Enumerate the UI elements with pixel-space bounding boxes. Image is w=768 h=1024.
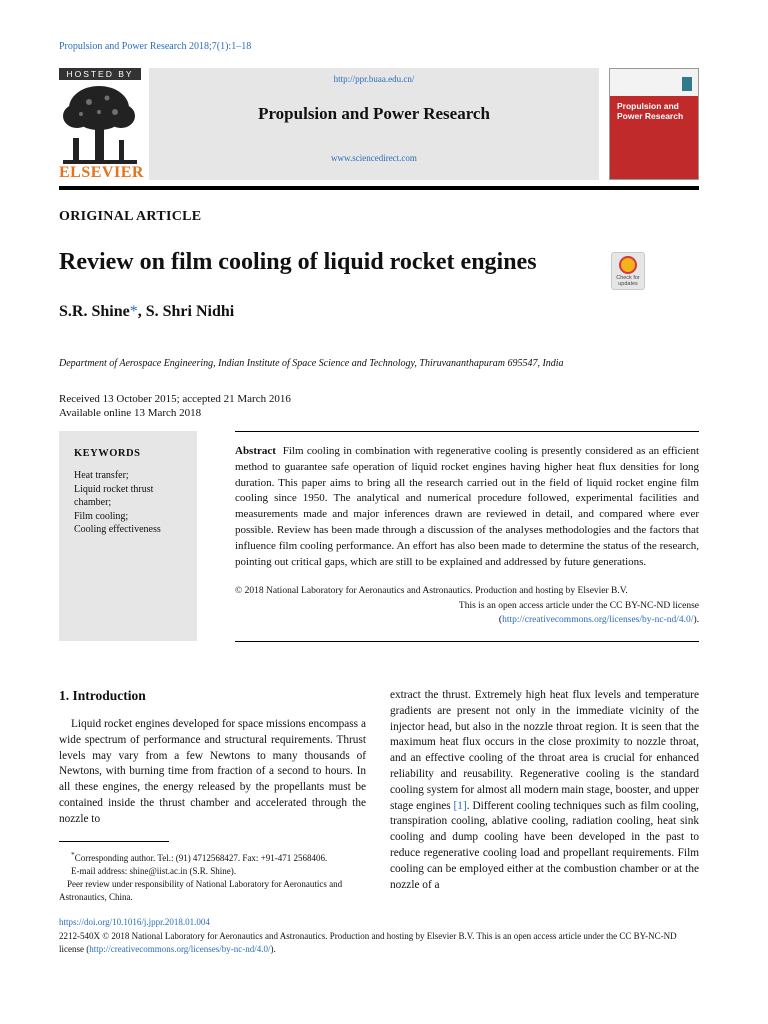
keywords-panel — [59, 431, 197, 641]
article-title: Review on film cooling of liquid rocket engines — [59, 249, 537, 275]
article-type: ORIGINAL ARTICLE — [59, 209, 202, 224]
abstract-copyright-line: © 2018 National Laboratory for Aeronautics and Astronautics. Production and hosting by Elsevier B.V. — [235, 586, 628, 596]
keyword-item: Cooling effectiveness — [74, 524, 161, 535]
abstract-license-line: This is an open access article under the CC BY-NC-ND license — [458, 600, 699, 611]
check-for-updates-button[interactable] — [611, 252, 645, 290]
abstract-bottom-rule — [235, 641, 699, 642]
issn-line: 2212-540X © 2018 National Laboratory for Aeronautics and Astronautics. Production and hosting by Elsevier B.V. This is an open access article under the CC BY-NC-ND license (http://creativecommons.org/licenses/by-nc-nd/4.0/). — [59, 931, 677, 954]
elsevier-wordmark: ELSEVIER — [59, 164, 144, 181]
abstract-copyright — [235, 584, 699, 628]
doi-link[interactable]: https://doi.org/10.1016/j.jppr.2018.01.004 — [59, 917, 210, 927]
abstract-license-url-line: (http://creativecommons.org/licenses/by-nc-nd/4.0/). — [498, 615, 699, 625]
author-name: S.R. Shine — [59, 303, 130, 320]
author-list — [59, 303, 234, 321]
author-name: , S. Shri Nidhi — [137, 303, 235, 320]
keyword-item: Liquid rocket thrust chamber; — [74, 483, 154, 508]
available-date: Available online 13 March 2018 — [59, 407, 202, 419]
corresponding-author-link[interactable]: * — [129, 303, 138, 320]
abstract-license-link[interactable]: http://creativecommons.org/licenses/by-nc-nd/4.0/ — [502, 615, 694, 625]
email-note: E-mail address: shine@iist.ac.in (S.R. Shine). — [71, 866, 237, 876]
journal-citation-link[interactable]: Propulsion and Power Research 2018;7(1):1–18 — [59, 41, 252, 52]
journal-url-link[interactable]: http://ppr.buaa.edu.cn/ — [333, 74, 415, 84]
footer-license-link[interactable]: http://creativecommons.org/licenses/by-nc-nd/4.0/ — [89, 944, 271, 954]
peer-review-note: Peer review under responsibility of National Laboratory for Aeronautics and Astronautics, China. — [59, 879, 343, 902]
body-column-right: extract the thrust. Extremely high heat flux levels and temperature gradients are present not only in the immediate vicinity of the injector head, but also in the nozzle throat region. It is seen that the maximum heat flux occurs in the close proximity to nozzle throat, and an effective cooling of the throat area is crucial for enhanced reliability and reusability. Regenerative cooling is the standard cooling system for almost all modern main stage, booster, and upper stage engines [1]. Different cooling techniques such as film cooling, transpiration cooling, ablative cooling, radiation cooling, heat sink cooling and dump cooling have been developed in the past to reduce regenerative cooling load and propellant requirements. Film cooling can be employed either at the combustion chamber or at the nozzle of a — [390, 689, 699, 891]
abstract-top-rule — [235, 431, 699, 432]
section-heading: 1. Introduction — [59, 688, 146, 703]
masthead — [59, 68, 699, 186]
masthead-rule — [59, 186, 699, 190]
abstract-text: Film cooling in combination with regenerative cooling is presently considered as an efficient method to guarantee safe operation of liquid rocket engines having higher heat flux densities for long duration. This paper aims to bring all the research carried out in the field of liquid rocket engine film cooling since 1950. The analytical and numerical procedure followed, experimental facilities and measurements made and major inferences drawn are reviewed in detail, and compared where ever possible. Review has been made through a discussion of the analyses methodologies and the factors that influence film cooling performance. An effort has also been made to determine the status of the research, pointing out critical gaps, which are still to be explained and addressed by future generations. — [235, 445, 699, 568]
hosted-by-label: HOSTED BY — [59, 68, 141, 80]
sciencedirect-link[interactable]: www.sciencedirect.com — [331, 153, 417, 163]
cover-title: Propulsion and Power Research — [617, 101, 684, 121]
cover-logo-icon — [682, 77, 692, 91]
keywords-heading: KEYWORDS — [74, 448, 141, 459]
check-updates-label: Check for updates — [616, 275, 640, 287]
received-date: Received 13 October 2015; accepted 21 March 2016 — [59, 393, 291, 405]
body-column-left: Liquid rocket engines developed for space missions encompass a wide spectrum of performance and structural requirements. Thrust levels may vary from a few Newtons to many thousands of Newtons, with burning time from fraction of a second to hours. In all these engines, the energy released by the propellants must be contained inside the thrust chamber and accelerated through the nozzle to — [59, 718, 366, 825]
elsevier-tree-logo — [59, 82, 141, 166]
keyword-item: Heat transfer; — [74, 470, 129, 481]
corresponding-author-note: *Corresponding author. Tel.: (91) 4712568427. Fax: +91-471 2568406. — [71, 850, 328, 863]
reference-link[interactable]: [1] — [453, 799, 467, 812]
check-updates-icon — [619, 256, 637, 274]
keyword-item: Film cooling; — [74, 510, 129, 522]
footnote-rule — [59, 841, 169, 842]
journal-name: Propulsion and Power Research — [258, 104, 490, 123]
abstract-label: Abstract — [235, 445, 276, 457]
affiliation: Department of Aerospace Engineering, Indian Institute of Space Science and Technology, Thiruvananthapuram 695547, India — [59, 358, 564, 369]
footnotes — [59, 848, 371, 904]
article-dates — [59, 392, 291, 420]
journal-banner — [149, 68, 599, 180]
abstract — [235, 444, 699, 570]
journal-cover-thumbnail — [609, 68, 699, 180]
keywords-list — [74, 469, 192, 537]
